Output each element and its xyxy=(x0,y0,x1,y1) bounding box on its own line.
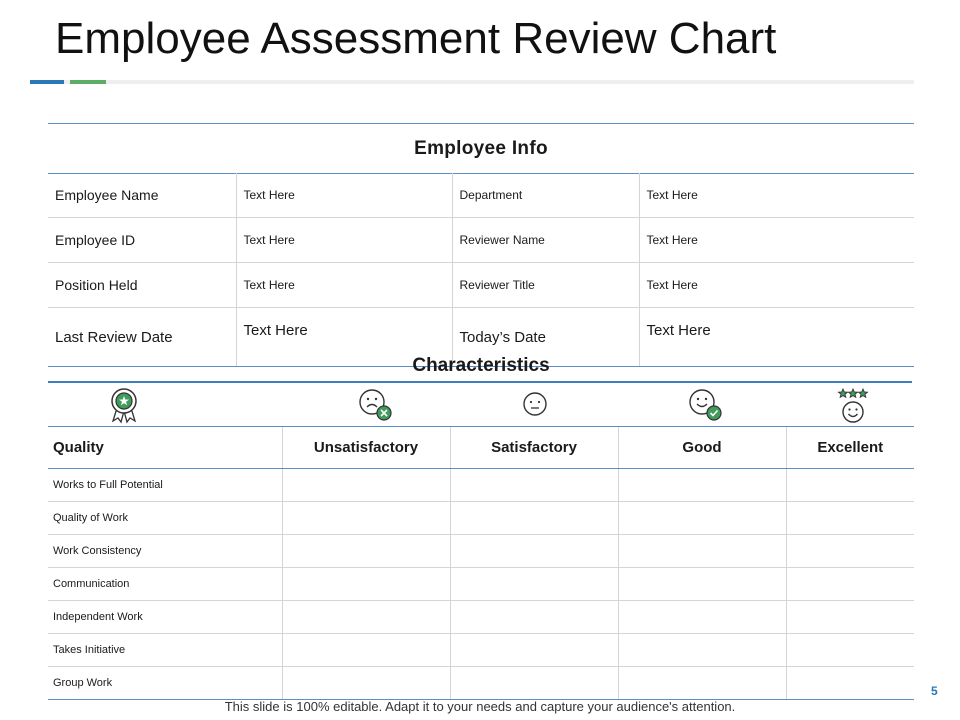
footer-note: This slide is 100% editable. Adapt it to your needs and capture your audience's attention. xyxy=(224,699,736,714)
info-value[interactable]: Text Here xyxy=(639,308,914,367)
quality-label: Takes Initiative xyxy=(48,634,282,667)
table-row xyxy=(48,535,914,568)
rating-cell[interactable] xyxy=(282,568,450,601)
smile-face-check-icon xyxy=(686,386,726,424)
info-label: Reviewer Title xyxy=(452,263,639,308)
rating-cell[interactable] xyxy=(786,469,914,502)
table-row xyxy=(48,568,914,601)
info-label: Last Review Date xyxy=(48,308,236,367)
info-value[interactable]: Text Here xyxy=(236,263,452,308)
rating-cell[interactable] xyxy=(450,601,618,634)
rating-cell[interactable] xyxy=(450,469,618,502)
rating-table xyxy=(48,426,914,700)
rating-cell[interactable] xyxy=(786,601,914,634)
rating-icons-row xyxy=(48,384,914,426)
sad-face-cross-icon xyxy=(356,386,396,424)
info-label: Employee ID xyxy=(48,218,236,263)
column-header-satisfactory: Satisfactory xyxy=(450,427,618,469)
rating-cell[interactable] xyxy=(282,469,450,502)
rating-cell[interactable] xyxy=(450,634,618,667)
happy-face-stars-icon xyxy=(836,386,870,424)
info-value[interactable]: Text Here xyxy=(639,218,914,263)
page-number: 5 xyxy=(931,684,938,698)
employee-info-header: Employee Info xyxy=(48,123,914,174)
rating-cell[interactable] xyxy=(786,667,914,700)
rating-cell[interactable] xyxy=(786,535,914,568)
table-row xyxy=(48,469,914,502)
quality-label: Independent Work xyxy=(48,601,282,634)
table-row xyxy=(48,502,914,535)
rating-cell[interactable] xyxy=(618,568,786,601)
rating-cell[interactable] xyxy=(786,568,914,601)
rating-cell[interactable] xyxy=(786,634,914,667)
characteristics-rule xyxy=(48,381,912,383)
rating-cell[interactable] xyxy=(450,535,618,568)
rating-cell[interactable] xyxy=(786,502,914,535)
info-value[interactable]: Text Here xyxy=(236,218,452,263)
rating-cell[interactable] xyxy=(282,502,450,535)
column-header-excellent: Excellent xyxy=(786,427,914,469)
rating-header-row xyxy=(48,427,914,469)
rating-cell[interactable] xyxy=(450,568,618,601)
column-header-good: Good xyxy=(618,427,786,469)
rating-cell[interactable] xyxy=(618,601,786,634)
neutral-face-icon xyxy=(520,386,550,416)
table-row xyxy=(48,601,914,634)
table-row xyxy=(48,667,914,700)
rating-cell[interactable] xyxy=(282,634,450,667)
rating-cell[interactable] xyxy=(618,469,786,502)
rating-cell[interactable] xyxy=(618,502,786,535)
info-value[interactable]: Text Here xyxy=(236,173,452,218)
title-accent-green xyxy=(70,80,106,84)
award-ribbon-icon xyxy=(108,386,140,424)
title-accent-blue xyxy=(30,80,64,84)
quality-label: Works to Full Potential xyxy=(48,469,282,502)
rating-cell[interactable] xyxy=(450,502,618,535)
slide-title: Employee Assessment Review Chart xyxy=(55,14,777,63)
characteristics-title: Characteristics xyxy=(412,355,550,376)
info-value[interactable]: Text Here xyxy=(639,263,914,308)
quality-label: Group Work xyxy=(48,667,282,700)
info-label: Employee Name xyxy=(48,173,236,218)
rating-cell[interactable] xyxy=(282,601,450,634)
column-header-unsatisfactory: Unsatisfactory xyxy=(282,427,450,469)
employee-info-table xyxy=(48,173,914,367)
info-value[interactable]: Text Here xyxy=(639,173,914,218)
rating-cell[interactable] xyxy=(282,535,450,568)
info-value[interactable]: Text Here xyxy=(236,308,452,367)
rating-cell[interactable] xyxy=(618,634,786,667)
table-row xyxy=(48,173,914,218)
quality-label: Quality of Work xyxy=(48,502,282,535)
table-row xyxy=(48,218,914,263)
info-label: Department xyxy=(452,173,639,218)
rating-cell[interactable] xyxy=(282,667,450,700)
info-label: Position Held xyxy=(48,263,236,308)
rating-cell[interactable] xyxy=(618,667,786,700)
quality-label: Work Consistency xyxy=(48,535,282,568)
rating-cell[interactable] xyxy=(450,667,618,700)
info-label: Reviewer Name xyxy=(452,218,639,263)
quality-label: Communication xyxy=(48,568,282,601)
title-underline xyxy=(30,80,914,84)
column-header-quality: Quality xyxy=(48,427,282,469)
rating-cell[interactable] xyxy=(618,535,786,568)
table-row xyxy=(48,634,914,667)
table-row xyxy=(48,263,914,308)
info-label: Today’s Date xyxy=(452,308,639,367)
